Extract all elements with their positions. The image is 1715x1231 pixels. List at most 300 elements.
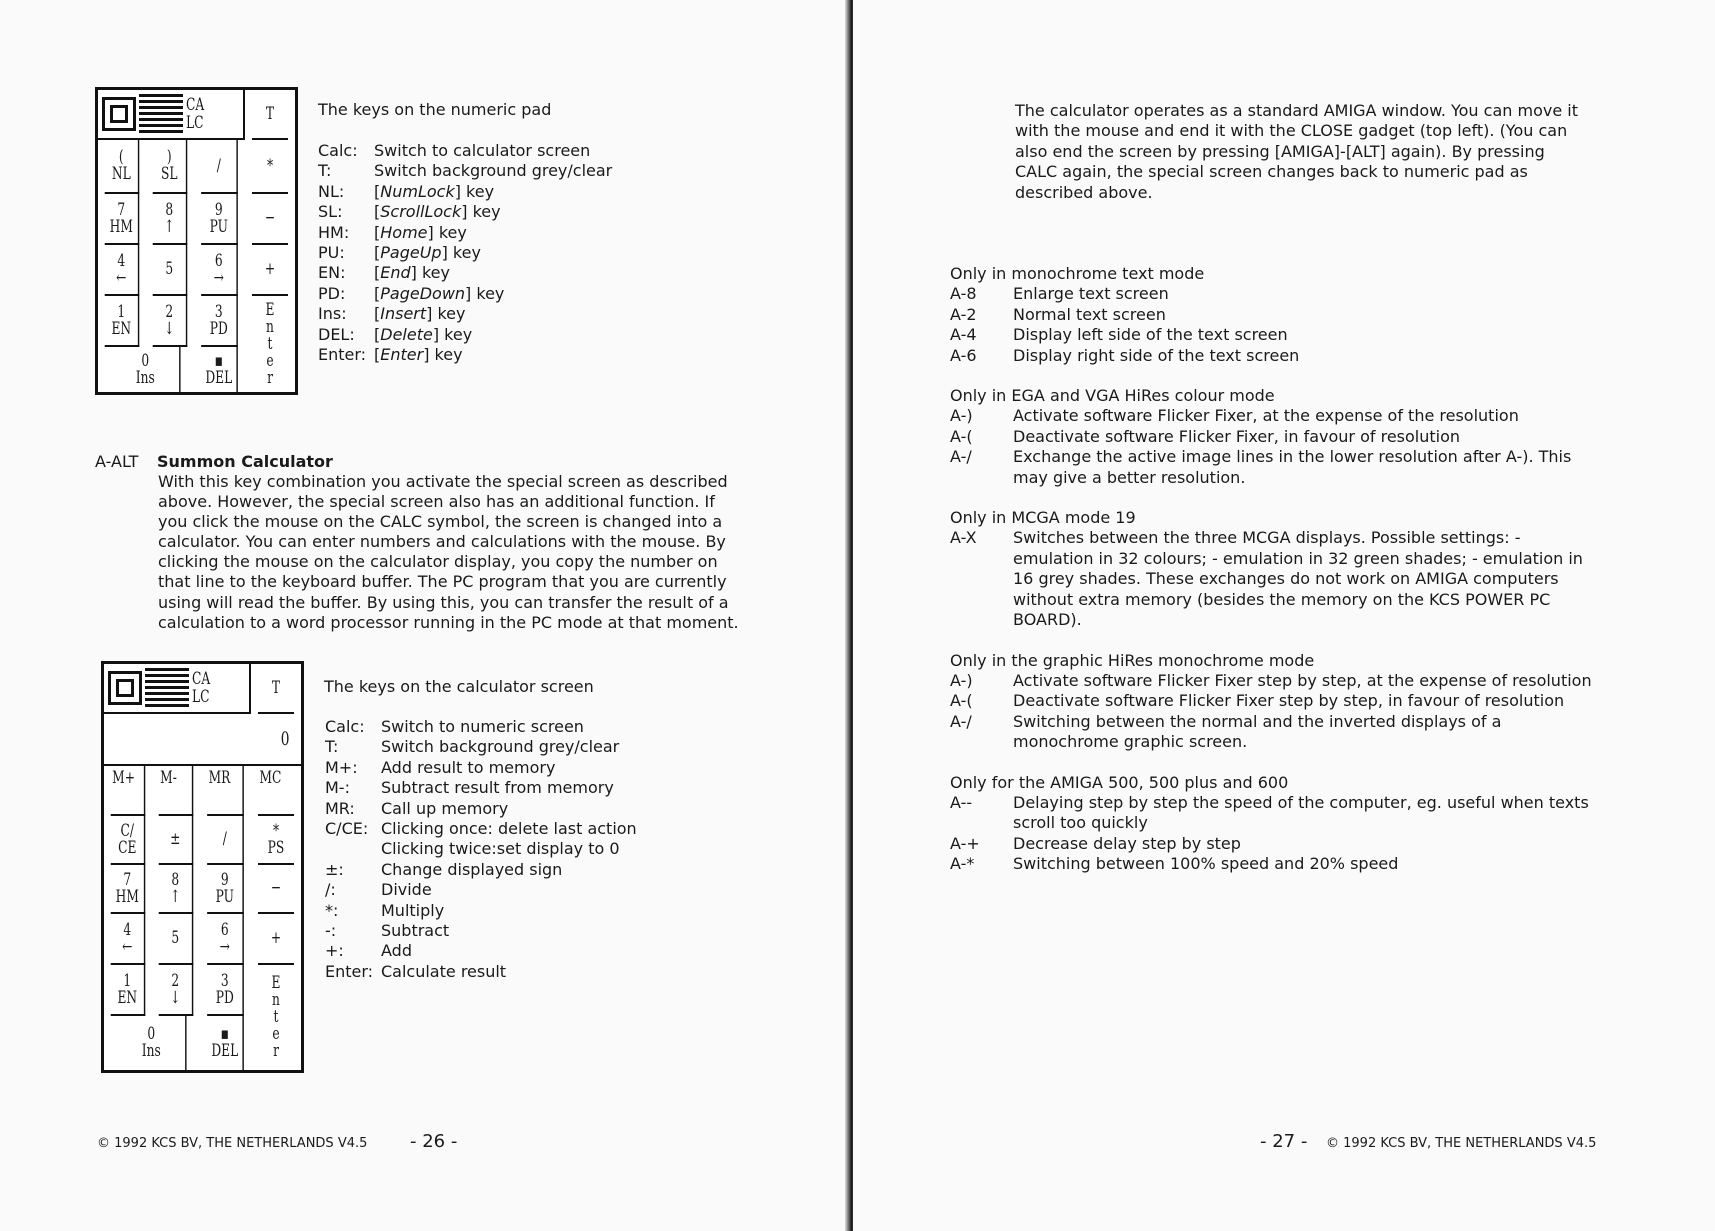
section-key-list	[950, 406, 1571, 488]
shortcut-description	[1013, 854, 1589, 874]
calc-symbol-line: CA	[186, 95, 205, 115]
key-1-3	[252, 194, 288, 245]
key-0-0-label: NL	[111, 164, 131, 184]
key-0-ins-label: 0	[141, 350, 150, 371]
key-list-row	[325, 921, 637, 941]
shortcut-description	[1013, 447, 1571, 488]
shortcut-key: A-)	[950, 670, 973, 690]
shortcut-key: A-4	[950, 325, 977, 345]
summon-line: calculation to a word processor running in the PC mode at that moment.	[158, 612, 739, 632]
key-3-1-label: 2	[165, 301, 174, 322]
numeric-pad-key-list	[318, 141, 612, 365]
shortcut-description	[1013, 284, 1299, 304]
mode-section	[950, 264, 1670, 366]
calc-key-3-0	[111, 965, 146, 1016]
key-2-3-label: +	[264, 259, 276, 279]
intro-line: described above.	[1015, 182, 1153, 202]
key-dot-del	[207, 1016, 244, 1070]
calc-symbol-line: CA	[192, 669, 211, 689]
section-key-list	[950, 671, 1592, 753]
key-list-row	[318, 304, 612, 324]
key-2-0-label: 4	[117, 250, 126, 271]
key-description	[374, 243, 612, 263]
mode-section	[950, 651, 1670, 753]
calc-key-1-0-label: HM	[115, 886, 139, 907]
key-1-0-label: 7	[117, 199, 126, 220]
key-name: C/CE:	[325, 819, 369, 839]
key-2-0-label: ←	[116, 267, 127, 288]
shortcut-description	[1013, 691, 1592, 711]
section-row	[950, 834, 1589, 854]
key-name: M+:	[325, 757, 358, 777]
key-list-row	[325, 819, 637, 839]
key-enter-letter: n	[266, 316, 274, 337]
shortcut-description	[1013, 528, 1583, 630]
key-3-2-label: 3	[214, 301, 223, 322]
description-line: Switches between the three MCGA displays. Possible settings: -	[1013, 528, 1521, 548]
key-0-0	[105, 140, 140, 194]
key-name: T:	[325, 737, 339, 757]
left-page	[0, 0, 850, 1231]
summon-line: With this key combination you activate the special screen as described	[158, 472, 728, 491]
key-2-2-label: →	[213, 267, 224, 288]
drag-bar-icon	[139, 94, 183, 134]
section-key-list	[950, 793, 1589, 875]
section-title: Only for the AMIGA 500, 500 plus and 600	[950, 772, 1289, 792]
intro-line: CALC again, the special screen changes back to numeric pad as	[1015, 162, 1528, 182]
calc-key-3-1-label: 2	[171, 970, 180, 991]
desc-text: ] key	[461, 202, 501, 222]
key-name: NL:	[318, 181, 345, 201]
calc-key-0-1-label: ±	[170, 829, 181, 849]
description-line: Switching between 100% speed and 20% speed	[1013, 854, 1399, 874]
shortcut-description	[1013, 305, 1299, 325]
summon-line: calculator. You can enter numbers and calculations with the mouse. By	[158, 532, 726, 552]
section-title: Only in MCGA mode 19	[950, 508, 1136, 528]
section-row	[950, 671, 1592, 691]
key-list-row	[318, 182, 612, 202]
key-3-1-label: ↓	[164, 318, 175, 339]
desc-text: [	[374, 263, 381, 283]
key-3-2-label: PD	[209, 318, 228, 339]
description-line: may give a better resolution.	[1013, 467, 1246, 487]
key-2-1-label: 5	[165, 259, 174, 279]
description-line: without extra memory (besides the memory on the KCS POWER PC	[1013, 589, 1551, 609]
calc-key-1-1-label: ↑	[170, 886, 181, 907]
summon-line: clicking the mouse on the calculator display, you copy the number on	[158, 552, 718, 572]
key-3-0-label: EN	[111, 318, 132, 339]
summon-line: you click the mouse on the CALC symbol, the screen is changed into a	[158, 512, 723, 532]
desc-key-name: Home	[380, 222, 428, 242]
title-bar	[98, 90, 245, 140]
description-line: Decrease delay step by step	[1013, 833, 1241, 853]
key-list-row	[325, 962, 637, 982]
intro-line: with the mouse and end it with the CLOSE gadget (top left). (You can	[1015, 121, 1568, 141]
description-line: Deactivate software Flicker Fixer step by step, in favour of resolution	[1013, 691, 1565, 711]
calculator-display	[104, 714, 301, 766]
mode-section	[950, 508, 1670, 630]
section-row	[950, 284, 1299, 304]
key-0-ins-label: 0	[147, 1024, 156, 1044]
key-description	[374, 202, 612, 222]
calc-key-2-2-label: 6	[220, 919, 229, 940]
key-dot-del-label: ▪	[220, 1024, 229, 1044]
calc-key-0-3	[258, 816, 294, 865]
key-description: Subtract result from memory	[381, 778, 614, 798]
key-description: Clicking once: delete last action	[381, 819, 637, 839]
calc-key-3-2-label: 3	[220, 970, 229, 991]
section-title: Only in the graphic HiRes monochrome mode	[950, 650, 1315, 670]
section-title: Only in EGA and VGA HiRes colour mode	[950, 386, 1275, 406]
key-0-1	[153, 140, 188, 194]
section-row	[950, 691, 1592, 711]
key-3-2	[201, 296, 238, 347]
key-list-row	[325, 717, 637, 737]
key-name: /:	[325, 880, 336, 900]
shortcut-description	[1013, 325, 1299, 345]
section-key-list	[950, 284, 1299, 366]
desc-text: ] key	[423, 345, 463, 365]
close-gadget-inner	[116, 679, 134, 697]
key-1-1-label: 8	[165, 199, 174, 220]
desc-key-name: PageUp	[380, 243, 442, 263]
key-description	[374, 182, 612, 202]
key-enter-letter: t	[273, 1007, 279, 1027]
shortcut-description	[1013, 671, 1592, 691]
calc-key-3-2	[207, 965, 244, 1016]
calculator-pad-heading: The keys on the calculator screen	[324, 677, 594, 696]
shortcut-description	[1013, 793, 1589, 834]
key-list-row	[318, 263, 612, 283]
memory-key: MC	[258, 766, 294, 816]
calc-key-1-2-label: PU	[215, 886, 234, 907]
shortcut-key: A-8	[950, 284, 977, 304]
key-list-row	[325, 880, 637, 900]
desc-key-name: Delete	[380, 324, 433, 344]
shortcut-key: A-(	[950, 426, 973, 446]
key-enter-letter: r	[273, 1041, 279, 1061]
calc-key-2-3-label: +	[270, 928, 282, 948]
t-toggle-key: T	[258, 664, 294, 714]
key-name: Enter:	[325, 961, 374, 981]
key-0-ins	[117, 1016, 186, 1070]
desc-text: [	[374, 202, 381, 222]
key-0-ins-label: Ins	[141, 1041, 161, 1061]
calc-key-2-0	[111, 914, 146, 965]
key-2-1	[153, 245, 188, 296]
key-enter-letter: t	[267, 333, 273, 354]
key-name: M-:	[325, 778, 350, 798]
key-description: Clicking twice:set display to 0	[381, 839, 620, 859]
mode-section	[950, 386, 1670, 488]
description-line: Activate software Flicker Fixer, at the expense of the resolution	[1013, 406, 1519, 426]
desc-text: ] key	[432, 324, 473, 344]
calculator-pad-diagram	[101, 661, 304, 1073]
key-list-row	[325, 839, 637, 859]
numeric-pad-diagram	[95, 87, 298, 395]
key-0-2	[201, 140, 238, 194]
calc-key-0-0-label: C/	[120, 820, 135, 841]
shortcut-key: A-(	[950, 691, 973, 711]
summon-line: using will read the buffer. By using this, you can transfer the result of a	[158, 592, 729, 612]
key-2-0	[105, 245, 140, 296]
calc-key-0-0	[111, 816, 146, 865]
mode-section	[950, 773, 1670, 875]
calc-key-1-1-label: 8	[171, 869, 180, 890]
key-description: Multiply	[381, 900, 445, 920]
desc-text: ] key	[427, 222, 467, 242]
key-dot-del-label: DEL	[211, 1041, 239, 1061]
calc-key-2-2	[207, 914, 244, 965]
key-description	[374, 263, 612, 283]
key-description	[374, 161, 612, 181]
calc-key-0-1	[159, 816, 194, 865]
title-bar	[104, 664, 251, 714]
calc-key-1-3-label: −	[270, 878, 282, 898]
key-description: Divide	[381, 880, 432, 900]
key-description: Change displayed sign	[381, 859, 563, 879]
shortcut-key: A-/	[950, 711, 972, 731]
calc-key-2-1	[159, 914, 194, 965]
key-name: HM:	[318, 222, 350, 242]
description-line: Switching between the normal and the inverted displays of a	[1013, 711, 1502, 731]
calc-symbol-line: LC	[186, 113, 204, 133]
key-description	[374, 304, 612, 324]
key-0-ins	[111, 347, 180, 392]
key-dot-del	[201, 347, 238, 392]
key-enter-letter: n	[272, 990, 280, 1010]
key-list-row	[325, 737, 637, 757]
key-1-0	[105, 194, 140, 245]
key-description: Subtract	[381, 921, 450, 941]
t-toggle-key: T	[252, 90, 288, 140]
drag-bar-icon	[145, 668, 189, 708]
description-line: scroll too quickly	[1013, 813, 1148, 833]
summon-key: A-ALT	[95, 452, 139, 471]
desc-text: [	[374, 345, 381, 365]
shortcut-key: A-*	[950, 854, 975, 874]
key-name: DEL:	[318, 324, 355, 344]
section-row	[950, 346, 1299, 366]
key-list-row	[318, 202, 612, 222]
intro-line: The calculator operates as a standard AMIGA window. You can move it	[1015, 101, 1578, 120]
key-enter-letter: E	[271, 973, 281, 993]
desc-key-name: End	[380, 263, 411, 283]
key-1-2	[201, 194, 238, 245]
desc-text: ] key	[441, 243, 481, 263]
calc-key-3-1	[159, 965, 194, 1016]
shortcut-description	[1013, 346, 1299, 366]
calc-key-2-3	[258, 914, 294, 965]
calc-key-2-2-label: →	[219, 936, 230, 957]
key-list-row	[318, 223, 612, 243]
description-line: Display left side of the text screen	[1013, 325, 1288, 345]
description-line: Delaying step by step the speed of the computer, eg. useful when texts	[1013, 792, 1589, 812]
desc-text: ] key	[454, 181, 495, 201]
key-1-1-label: ↑	[164, 216, 175, 237]
section-row	[950, 854, 1589, 874]
key-list-row	[318, 325, 612, 345]
shortcut-key: A-6	[950, 345, 977, 365]
key-dot-del-label: ▪	[214, 350, 223, 371]
key-enter-letter: r	[267, 367, 273, 388]
desc-text: [	[374, 222, 381, 242]
key-name: T:	[318, 161, 332, 181]
shortcut-description	[1013, 834, 1589, 854]
calc-key-0-3-label: PS	[267, 837, 285, 858]
section-row	[950, 427, 1571, 447]
key-description	[374, 284, 612, 304]
desc-key-name: ScrollLock	[380, 202, 462, 222]
desc-text: Switch to calculator screen	[374, 141, 591, 160]
key-1-0-label: HM	[109, 216, 133, 237]
desc-key-name: Enter	[380, 345, 424, 365]
display-value: 0	[280, 727, 290, 750]
section-row	[950, 325, 1299, 345]
calc-key-1-2-label: 9	[220, 869, 229, 890]
section-row	[950, 305, 1299, 325]
summon-title: Summon Calculator	[157, 452, 333, 471]
description-line: 16 grey shades. These exchanges do not work on AMIGA computers	[1013, 569, 1559, 589]
shortcut-key: A-2	[950, 304, 977, 324]
shortcut-key: A-+	[950, 833, 980, 853]
calc-key-0-2	[207, 816, 244, 865]
section-row	[950, 793, 1589, 834]
summon-line: that line to the keyboard buffer. The PC program that you are currently	[158, 572, 727, 592]
description-line: Display right side of the text screen	[1013, 345, 1300, 365]
desc-text: [	[374, 181, 381, 201]
key-description	[374, 223, 612, 243]
key-0-ins-label: Ins	[135, 367, 155, 388]
numeric-pad-heading: The keys on the numeric pad	[318, 100, 552, 119]
key-2-2-label: 6	[214, 250, 223, 271]
key-list-row	[325, 778, 637, 798]
calc-key-1-3	[258, 865, 294, 914]
calc-key-2-0-label: 4	[123, 919, 132, 940]
key-name: EN:	[318, 263, 346, 283]
key-enter	[252, 296, 288, 392]
key-description	[374, 345, 612, 365]
key-enter	[258, 965, 294, 1070]
calc-key-1-2	[207, 865, 244, 914]
section-row	[950, 528, 1583, 630]
key-1-2-label: 9	[214, 199, 223, 220]
right-footer-copyright: © 1992 KCS BV, THE NETHERLANDS V4.5	[1326, 1136, 1597, 1151]
right-page	[853, 0, 1715, 1231]
key-description	[374, 141, 612, 161]
key-name: Calc:	[318, 141, 358, 160]
key-list-row	[325, 941, 637, 961]
summon-description	[158, 472, 739, 633]
memory-key: M+	[111, 766, 146, 816]
calc-key-0-0-label: CE	[118, 837, 137, 858]
calculator-pad-key-list	[325, 717, 637, 982]
close-gadget-inner	[110, 105, 128, 123]
key-name: *:	[325, 900, 339, 920]
calc-symbol	[186, 96, 204, 132]
summon-line: above. However, the special screen also has an additional function. If	[158, 492, 715, 512]
key-dot-del-label: DEL	[205, 367, 233, 388]
desc-text: [	[374, 283, 381, 303]
calc-key-2-1-label: 5	[171, 928, 180, 948]
calc-key-1-0-label: 7	[123, 869, 132, 890]
key-3-0-label: 1	[117, 301, 126, 322]
key-name	[325, 839, 381, 859]
shortcut-description	[1013, 427, 1571, 447]
key-name: -:	[325, 921, 337, 941]
key-name: PU:	[318, 243, 345, 263]
desc-text: ] key	[426, 304, 466, 324]
key-name: PD:	[318, 283, 346, 303]
shortcut-description	[1013, 406, 1571, 426]
desc-text: [	[374, 324, 381, 344]
key-name: +:	[325, 941, 344, 961]
key-enter-letter: e	[266, 350, 274, 371]
desc-key-name: PageDown	[380, 283, 466, 303]
key-description: Call up memory	[381, 798, 509, 818]
calc-key-3-1-label: ↓	[170, 987, 181, 1008]
description-line: Deactivate software Flicker Fixer, in favour of resolution	[1013, 426, 1461, 446]
key-list-row	[318, 161, 612, 181]
key-0-1-label: SL	[161, 164, 178, 184]
key-list-row	[318, 284, 612, 304]
desc-key-name: Insert	[380, 304, 427, 324]
desc-text: Switch background grey/clear	[374, 161, 613, 181]
key-list-row	[318, 345, 612, 365]
description-line: Exchange the active image lines in the lower resolution after A-). This	[1013, 447, 1572, 467]
key-name: Calc:	[325, 717, 365, 736]
close-gadget-icon	[102, 97, 136, 131]
key-description: Switch background grey/clear	[381, 737, 620, 757]
desc-text: [	[374, 304, 381, 324]
key-list-row	[325, 901, 637, 921]
desc-key-name: NumLock	[380, 181, 455, 201]
key-list-row	[325, 799, 637, 819]
key-1-2-label: PU	[209, 216, 228, 237]
key-0-0-label: (	[118, 147, 124, 167]
key-3-1	[153, 296, 188, 347]
key-list-row	[325, 758, 637, 778]
key-0-3-label: *	[266, 155, 274, 176]
section-key-list	[950, 528, 1583, 630]
description-line: Normal text screen	[1013, 304, 1166, 324]
calc-key-1-0	[111, 865, 146, 914]
key-list-row	[318, 243, 612, 263]
shortcut-key: A--	[950, 792, 973, 812]
description-line: emulation in 32 colours; - emulation in 32 green shades; - emulation in	[1013, 548, 1583, 568]
key-3-0	[105, 296, 140, 347]
key-name: Enter:	[318, 345, 367, 365]
description-line: monochrome graphic screen.	[1013, 732, 1248, 752]
shortcut-key: A-)	[950, 406, 973, 426]
mode-sections	[950, 264, 1670, 875]
key-name: ±:	[325, 859, 344, 879]
key-description: Calculate result	[381, 961, 507, 981]
shortcut-key: A-/	[950, 447, 972, 467]
section-row	[950, 712, 1592, 753]
key-name: Ins:	[318, 304, 347, 324]
desc-text: ] key	[465, 283, 505, 303]
key-description: Add result to memory	[381, 757, 556, 777]
description-line: BOARD).	[1013, 610, 1082, 630]
desc-text: [	[374, 243, 381, 263]
section-row	[950, 406, 1571, 426]
key-list-row	[325, 860, 637, 880]
calc-key-0-2-label: /	[222, 829, 227, 849]
section-title: Only in monochrome text mode	[950, 264, 1205, 283]
shortcut-description	[1013, 712, 1592, 753]
calc-key-0-3-label: *	[272, 820, 280, 841]
